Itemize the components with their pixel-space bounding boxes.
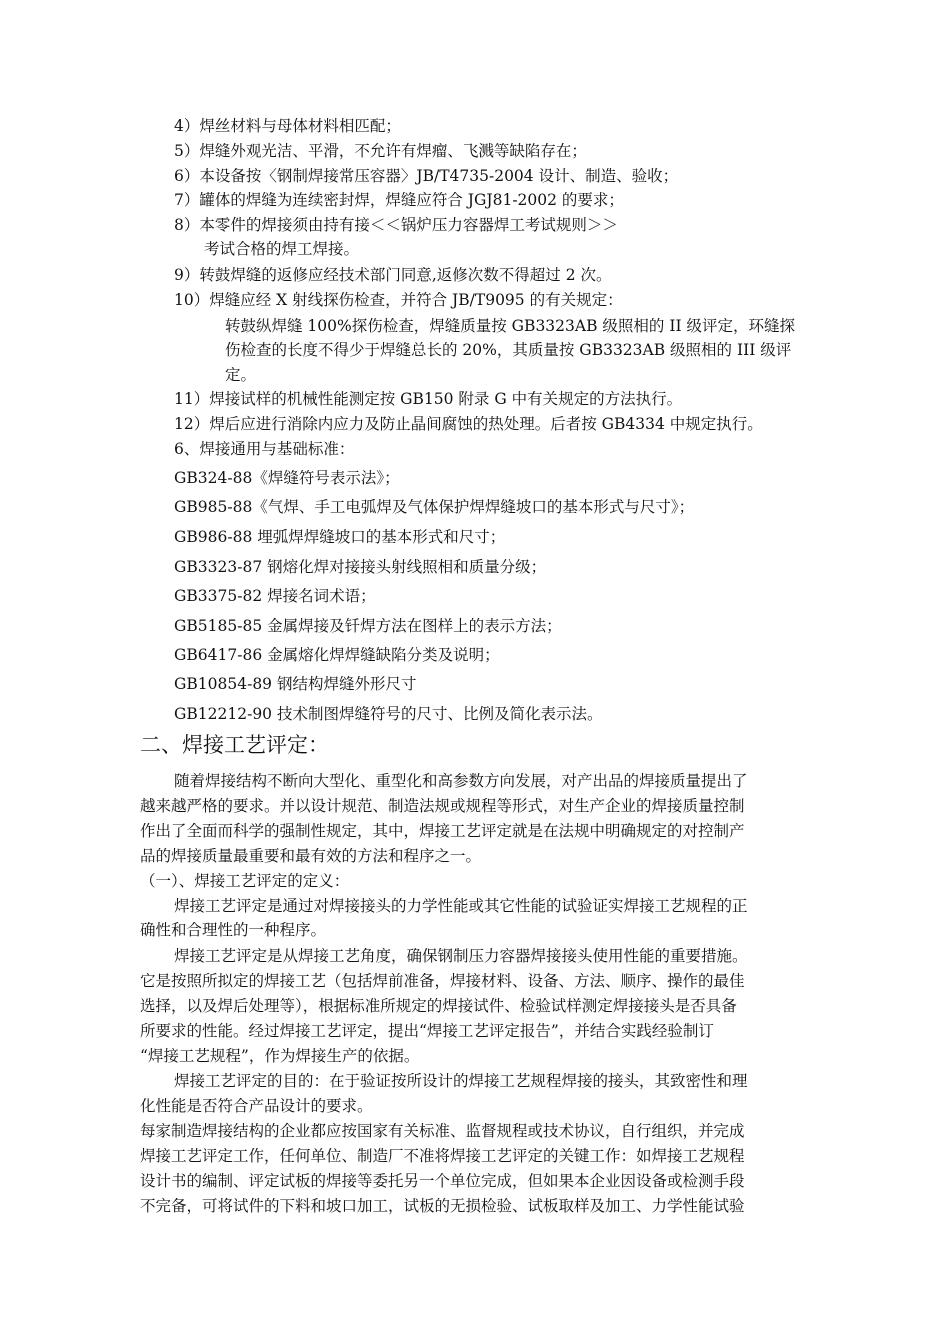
body-line: 化性能是否符合产品设计的要求。: [140, 1097, 373, 1115]
body-line: 作出了全面而科学的强制性规定，其中，焊接工艺评定就是在法规中明确规定的对控制产: [140, 822, 745, 840]
list-item: 12）焊后应进行消除内应力及防止晶间腐蚀的热处理。后者按 GB4334 中规定执行。: [174, 415, 763, 433]
body-line: 焊接工艺评定工作，任何单位、制造厂不准将焊接工艺评定的关键工作：如焊接工艺规程: [140, 1147, 745, 1165]
list-item: 8）本零件的焊接须由持有接＜＜锅炉压力容器焊工考试规则＞＞: [174, 216, 618, 234]
standard-item: GB12212-90 技术制图焊缝符号的尺寸、比例及简化表示法。: [174, 705, 603, 723]
standard-item: GB986-88 埋弧焊焊缝坡口的基本形式和尺寸；: [174, 528, 506, 546]
body-line: 所要求的性能。经过焊接工艺评定，提出“焊接工艺评定报告”，并结合实践经验制订: [140, 1022, 714, 1040]
body-line: 选择，以及焊后处理等），根据标准所规定的焊接试件、检验试样测定焊接接头是否具备: [140, 997, 737, 1015]
list-item-detail: 转鼓纵焊缝 100%探伤检查，焊缝质量按 GB3323AB 级照相的 II 级评定，环缝探: [225, 317, 795, 335]
body-line: 焊接工艺评定是通过对焊接接头的力学性能或其它性能的试验证实焊接工艺规程的正: [174, 897, 748, 915]
body-line: 越来越严格的要求。并以设计规范、制造法规或规程等形式，对生产企业的焊接质量控制: [140, 797, 745, 815]
list-item-detail: 伤检查的长度不得少于焊缝总长的 20%，其质量按 GB3323AB 级照相的 III 级评: [225, 341, 792, 359]
body-line: 它是按照所拟定的焊接工艺（包括焊前准备，焊接材料、设备、方法、顺序、操作的最佳: [140, 972, 745, 990]
standard-item: GB324-88《焊缝符号表示法》；: [174, 469, 400, 487]
body-line: 焊接工艺评定的目的：在于验证按所设计的焊接工艺规程焊接的接头，其致密性和理: [174, 1072, 748, 1090]
standard-item: GB10854-89 钢结构焊缝外形尺寸: [174, 675, 417, 693]
list-item: 5）焊缝外观光洁、平滑，不允许有焊瘤、飞溅等缺陷存在；: [174, 142, 587, 160]
section-heading: 二、焊接工艺评定：: [140, 733, 329, 757]
list-item-continuation: 考试合格的焊工焊接。: [204, 240, 360, 258]
body-line: “焊接工艺规程”，作为焊接生产的依据。: [140, 1047, 420, 1065]
body-line: 品的焊接质量最重要和最有效的方法和程序之一。: [140, 847, 482, 865]
list-subheading: 6、焊接通用与基础标准：: [174, 440, 355, 458]
body-line: 确性和合理性的一种程序。: [140, 921, 327, 939]
standard-item: GB6417-86 金属熔化焊焊缝缺陷分类及说明；: [174, 646, 500, 664]
subsection-heading: （一）、焊接工艺评定的定义：: [140, 872, 350, 890]
list-item: 6）本设备按〈钢制焊接常压容器〉JB/T4735-2004 设计、制造、验收；: [174, 167, 679, 185]
list-item: 11）焊接试样的机械性能测定按 GB150 附录 G 中有关规定的方法执行。: [174, 390, 683, 408]
standard-item: GB3375-82 焊接名词术语；: [174, 587, 376, 605]
body-line: 不完备，可将试件的下料和坡口加工，试板的无损检验、试板取样及加工、力学性能试验: [140, 1197, 745, 1215]
list-item-detail: 定。: [225, 366, 257, 384]
body-line: 随着焊接结构不断向大型化、重型化和高参数方向发展，对产出品的焊接质量提出了: [174, 772, 748, 790]
list-item: 7）罐体的焊缝为连续密封焊，焊缝应符合 JGJ81-2002 的要求；: [174, 191, 624, 209]
list-item: 10）焊缝应经 X 射线探伤检查，并符合 JB/T9095 的有关规定：: [174, 291, 623, 309]
body-line: 焊接工艺评定是从焊接工艺角度，确保钢制压力容器焊接接头使用性能的重要措施。: [174, 947, 748, 965]
list-item: 9）转鼓焊缝的返修应经技术部门同意,返修次数不得超过 2 次。: [174, 266, 612, 284]
standard-item: GB985-88《气焊、手工电弧焊及气体保护焊焊缝坡口的基本形式与尺寸》；: [174, 498, 695, 516]
standard-item: GB3323-87 钢熔化焊对接接头射线照相和质量分级；: [174, 558, 547, 576]
list-item: 4）焊丝材料与母体材料相匹配；: [174, 117, 401, 135]
body-line: 设计书的编制、评定试板的焊接等委托另一个单位完成，但如果本企业因设备或检测手段: [140, 1172, 745, 1190]
standard-item: GB5185-85 金属焊接及钎焊方法在图样上的表示方法；: [174, 617, 562, 635]
body-line: 每家制造焊接结构的企业都应按国家有关标准、监督规程或技术协议，自行组织，并完成: [140, 1122, 745, 1140]
